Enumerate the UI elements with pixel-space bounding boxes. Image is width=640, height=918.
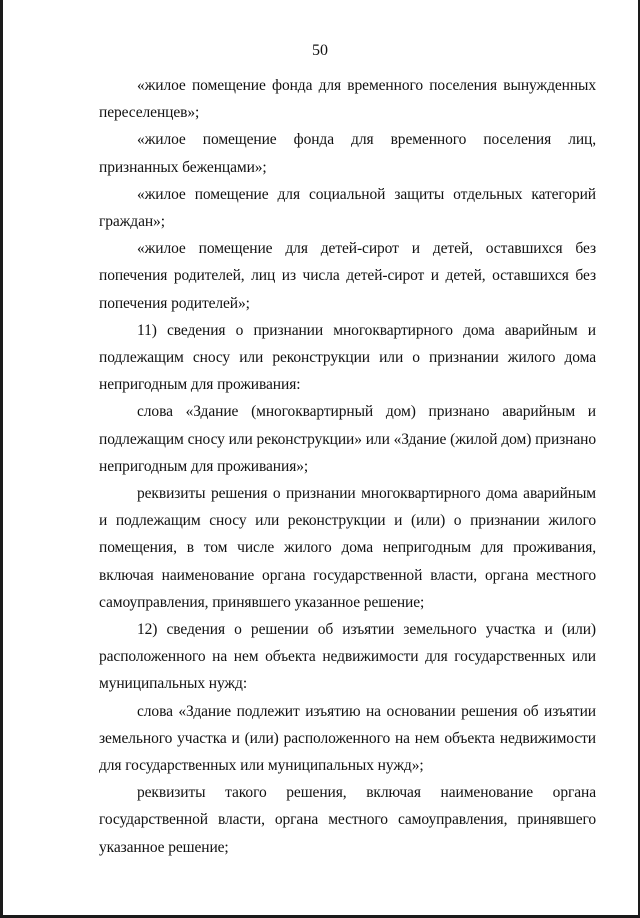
paragraph-housing-social-protection: «жилое помещение для социальной защиты отдельных категорий граждан»; bbox=[99, 185, 596, 231]
document-body bbox=[99, 72, 596, 861]
scan-border-left bbox=[0, 0, 3, 918]
paragraph-item-12-words: слова «Здание подлежит изъятию на основании решения об изъятии земельного участка и (или) расположенного на нем объекта недвижимости для государственных или муниципальных нужд»; bbox=[99, 702, 596, 775]
paragraph-item-11-words: слова «Здание (многоквартирный дом) признано аварийным и подлежащим сносу или реконструкции» или «Здание (жилой дом) признано непригодным для проживания»; bbox=[99, 403, 596, 475]
paragraph-housing-orphans: «жилое помещение для детей-сирот и детей, оставшихся без попечения родителей, лиц из числа детей-сирот и детей, оставшихся без попечения родителей»; bbox=[99, 240, 596, 312]
paragraph-item-12-requisites: реквизиты такого решения, включая наименование органа государственной власти, органа местного самоуправления, принявшего указанное решение; bbox=[99, 784, 596, 856]
paragraph-housing-displaced: «жилое помещение фонда для временного поселения вынужденных переселенцев»; bbox=[99, 77, 596, 122]
paragraph-item-11: 11) сведения о признании многоквартирного дома аварийным и подлежащим сносу или реконструкции или о признании жилого дома непригодным для проживания: bbox=[99, 321, 596, 394]
paragraph-housing-refugees: «жилое помещение фонда для временного поселения лиц, признанных беженцами»; bbox=[99, 131, 596, 176]
paragraph-item-11-requisites: реквизиты решения о признании многоквартирного дома аварийным и подлежащим сносу или реконструкции и (или) о признании жилого помещения, в том числе жилого дома непригодным для проживания, включая наименование органа государственной власти, органа местного самоуправления, принявшего указанное решение; bbox=[99, 485, 596, 611]
paragraph-item-12: 12) сведения о решении об изъятии земельного участка и (или) расположенного на нем объекта недвижимости для государственных или муниципальных нужд: bbox=[99, 621, 596, 693]
page-number: 50 bbox=[312, 42, 328, 59]
